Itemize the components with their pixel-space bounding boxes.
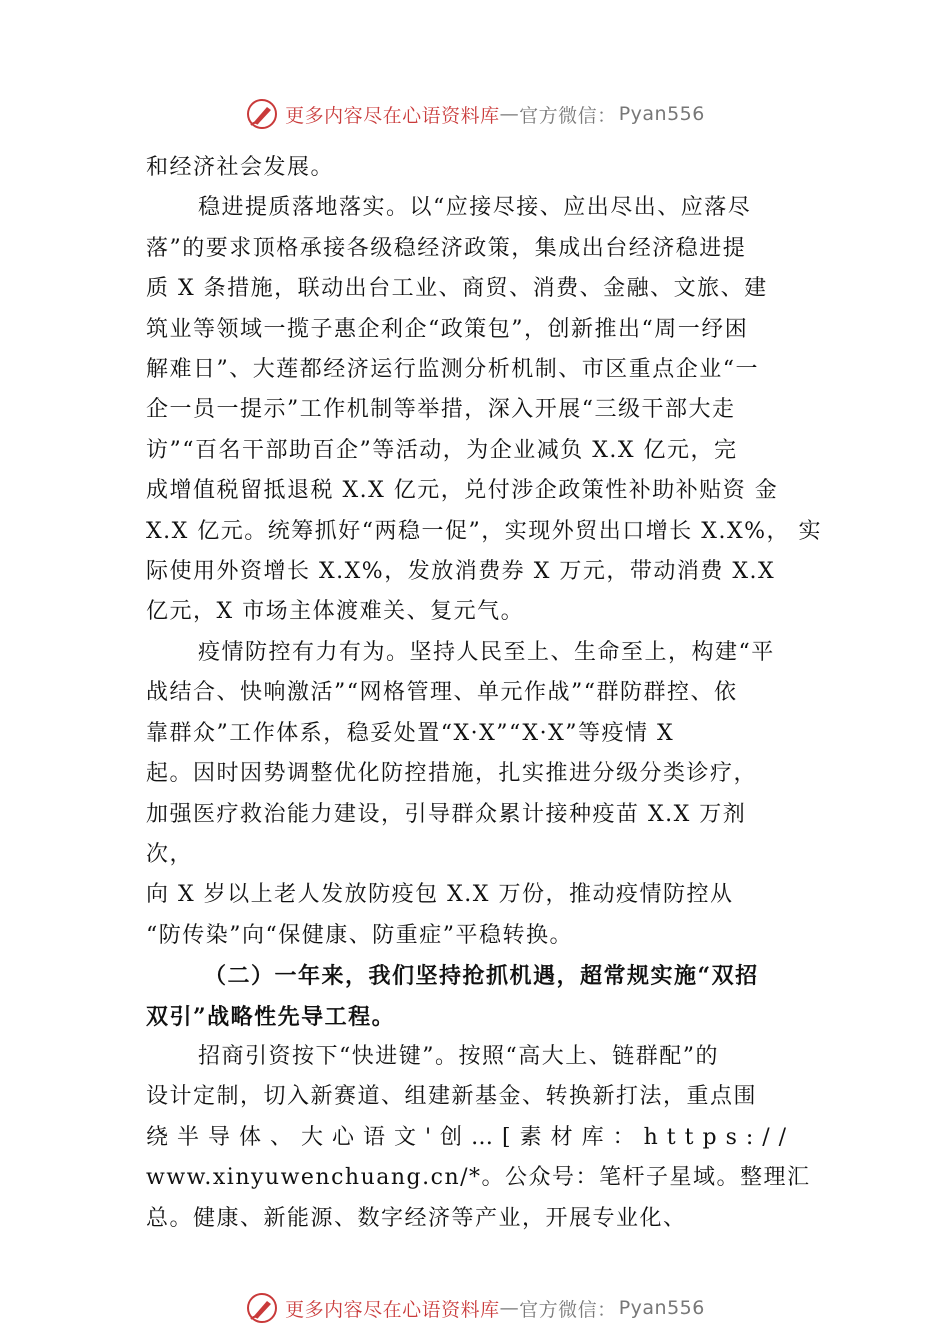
document-body [146, 148, 831, 1239]
section-heading: 双引”战略性先导工程。 [146, 1003, 396, 1030]
body-line: 成增值税留抵退税 X.X 亿元，兑付涉企政策性补助补贴资 金 [146, 478, 779, 504]
brush-logo-icon [245, 1291, 279, 1325]
section-heading: （二）一年来，我们坚持抢抓机遇，超常规实施“双招 [204, 963, 759, 990]
body-line: 总。健康、新能源、数字经济等产业，开展专业化、 [146, 1205, 687, 1231]
body-line: 向 X 岁以上老人发放防疫包 X.X 万份，推动疫情防控从 [146, 882, 734, 908]
header-dash: — [499, 103, 520, 125]
body-line: “防传染”向“保健康、防重症”平稳转换。 [146, 922, 573, 948]
body-line: 次， [146, 841, 194, 867]
header-channel: 官方微信： [519, 104, 617, 127]
body-line: 亿元，X 市场主体渡难关、复元气。 [146, 599, 525, 625]
header-brand: 更多内容尽在心语资料库 [285, 104, 500, 127]
footer-channel: 官方微信： [519, 1298, 617, 1321]
body-line: 质 X 条措施，联动出台工业、商贸、消费、金融、文旅、建 [146, 276, 768, 302]
body-line: 疫情防控有力有为。坚持人民至上、生命至上，构建“平 [198, 639, 775, 665]
footer-watermark [0, 1288, 950, 1328]
body-line: 解难日”、大莲都经济运行监测分析机制、市区重点企业“一 [146, 357, 759, 383]
body-line: 加强医疗救治能力建设，引导群众累计接种疫苗 X.X 万剂 [146, 801, 747, 827]
body-line: 访”“百名干部助百企”等活动，为企业减负 X.X 亿元，完 [146, 437, 738, 463]
body-line: 筑业等领域一揽子惠企利企“政策包”，创新推出“周一纾困 [146, 316, 749, 342]
body-line: 和经济社会发展。 [146, 155, 335, 180]
body-line: 招商引资按下“快进键”。按照“高大上、链群配”的 [198, 1043, 719, 1069]
body-line: 绕半导体、大心语文'创…[素材库：https:// [146, 1124, 796, 1150]
body-line: 设计定制，切入新赛道、组建新基金、转换新打法，重点围 [146, 1084, 758, 1110]
body-line: 起。因时因势调整优化防控措施，扎实推进分级分类诊疗， [146, 761, 758, 787]
brush-logo-icon [245, 97, 279, 131]
body-line: 稳进提质落地落实。以“应接尽接、应出尽出、应落尽 [198, 195, 752, 221]
body-line: www.xinyuwenchuang.cn/*。公众号：笔杆子星域。整理汇 [146, 1165, 811, 1191]
body-line: 战结合、快响激活”“网格管理、单元作战”“群防群控、依 [146, 680, 738, 706]
body-line: 际使用外资增长 X.X%，发放消费券 X 万元，带动消费 X.X [146, 559, 776, 585]
footer-dash: — [499, 1297, 520, 1319]
footer-id: Pyan556 [618, 1297, 705, 1319]
body-line: 企一员一提示”工作机制等举措，深入开展“三级干部大走 [146, 397, 736, 423]
body-line: 落”的要求顶格承接各级稳经济政策，集成出台经济稳进提 [146, 235, 747, 261]
header-watermark [0, 94, 950, 134]
header-id: Pyan556 [618, 103, 705, 125]
body-line: X.X 亿元。统筹抓好“两稳一促”，实现外贸出口增长 X.X%， 实 [146, 518, 823, 544]
body-line: 靠群众”工作体系，稳妥处置“X·X”“X·X”等疫情 X [146, 720, 675, 746]
footer-brand: 更多内容尽在心语资料库 [285, 1298, 500, 1321]
